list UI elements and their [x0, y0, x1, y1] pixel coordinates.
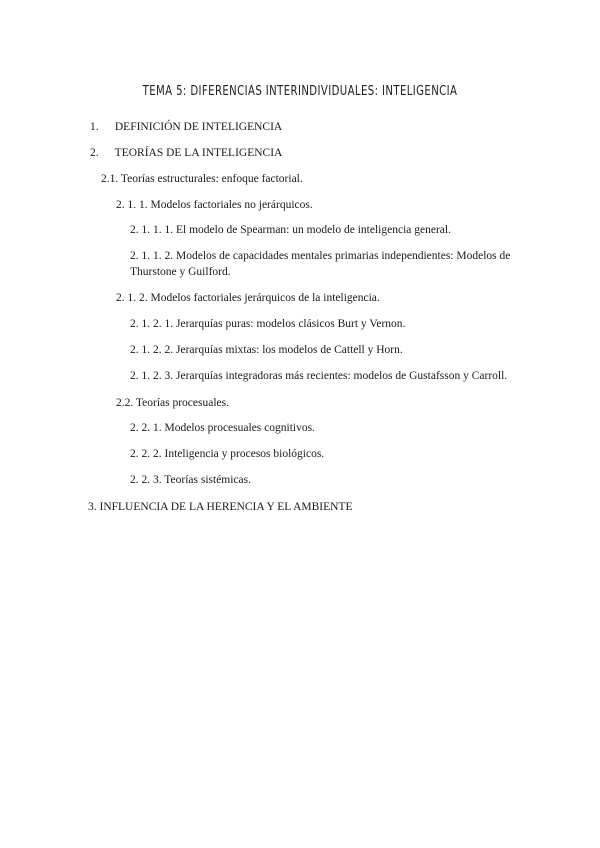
outline-item-2-2-2 — [130, 446, 324, 462]
outline-text: INFLUENCIA DE LA HERENCIA Y EL AMBIENTE — [99, 501, 353, 513]
outline-text: Jerarquías mixtas: los modelos de Cattell y Horn. — [176, 344, 403, 356]
outline-text: Jerarquías integradoras más recientes: modelos de Gustafsson y Carroll. — [176, 370, 508, 382]
outline-item-2-2-1 — [130, 420, 315, 436]
outline-text: Teorías procesuales. — [135, 397, 229, 409]
page-title: TEMA 5: DIFERENCIAS INTERINDIVIDUALES: INTELIGENCIA — [142, 84, 458, 99]
outline-item-2-2-3 — [130, 472, 251, 488]
outline-number: 2. 1. 1. — [116, 199, 148, 211]
outline-number: 2.1. — [101, 173, 119, 185]
outline-item-2-1-2 — [116, 290, 380, 306]
outline-number: 1. — [90, 121, 99, 133]
outline-number: 2. 1. 2. 1. — [130, 318, 174, 330]
outline-number: 2. 1. 1. 2. — [130, 250, 174, 262]
outline-text: Inteligencia y procesos biológicos. — [164, 448, 325, 460]
outline-text: Teorías estructurales: enfoque factorial. — [120, 173, 303, 185]
outline-item-2-1-1 — [116, 197, 313, 213]
outline-number: 2. 2. 3. — [130, 474, 162, 486]
outline-text: Teorías sistémicas. — [164, 474, 251, 486]
outline-item-2-1-2-1 — [130, 316, 405, 332]
outline-text: DEFINICIÓN DE INTELIGENCIA — [114, 121, 283, 133]
outline-item-3 — [88, 499, 352, 515]
outline-number: 2. 1. 2. 2. — [130, 344, 174, 356]
outline-item-2-1-2-2 — [130, 342, 403, 358]
outline-number: 2. 1. 1. 1. — [130, 224, 174, 236]
outline-number: 2. 1. 2. 3. — [130, 370, 174, 382]
outline-item-2-1-2-3 — [130, 368, 507, 384]
outline-number: 2. 1. 2. — [116, 292, 148, 304]
outline-item-2-1-1-2 — [130, 248, 520, 280]
outline-text: El modelo de Spearman: un modelo de inteligencia general. — [176, 224, 451, 236]
outline-number: 2. — [90, 147, 99, 159]
outline-text: Modelos factoriales jerárquicos de la inteligencia. — [150, 292, 380, 304]
outline-item-2 — [90, 145, 282, 161]
outline-text: TEORÍAS DE LA INTELIGENCIA — [114, 147, 283, 159]
outline-text: Jerarquías puras: modelos clásicos Burt y Vernon. — [176, 318, 406, 330]
outline-text: Modelos factoriales no jerárquicos. — [150, 199, 313, 211]
outline-number: 2. 2. 1. — [130, 422, 162, 434]
outline-item-2-2 — [116, 395, 229, 411]
outline-item-1 — [90, 119, 282, 135]
outline-number: 3. — [88, 501, 97, 513]
outline-text: Modelos de capacidades mentales primarias independientes: Modelos de Thurstone y Guilford. — [130, 250, 511, 278]
outline-item-2-1-1-1 — [130, 222, 451, 238]
outline-text: Modelos procesuales cognitivos. — [164, 422, 315, 434]
outline-number: 2. 2. 2. — [130, 448, 162, 460]
outline-number: 2.2. — [116, 397, 134, 409]
outline-item-2-1 — [101, 171, 303, 187]
